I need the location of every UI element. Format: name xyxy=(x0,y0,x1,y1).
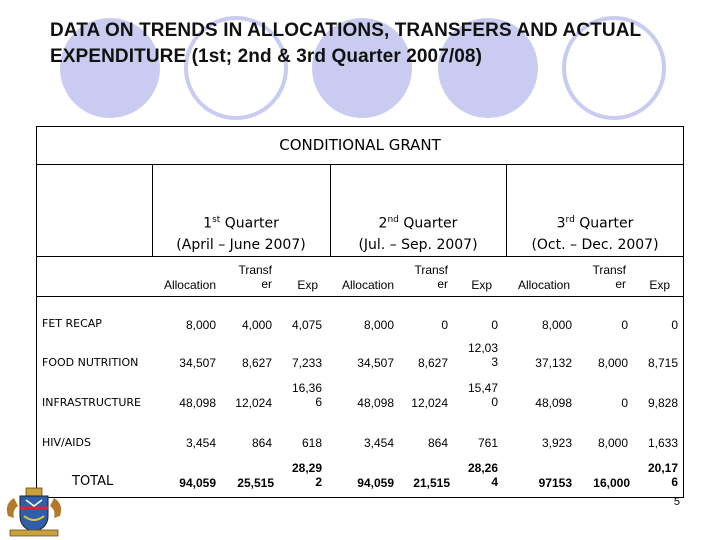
table-cell: 4,075 xyxy=(291,318,322,332)
col-header-allocation-q3: Allocation xyxy=(517,278,570,292)
table-cell: 8,000 xyxy=(541,318,572,332)
table-cell: 0 xyxy=(441,318,448,332)
table-cell: 48,098 xyxy=(179,396,216,410)
table-cell: 15,47 0 xyxy=(467,381,498,409)
row-label-fet-recap: FET RECAP xyxy=(42,317,102,330)
col-header-exp-q2: Exp xyxy=(471,278,492,292)
quarter-2-header: 2nd Quarter (Jul. – Sep. 2007) xyxy=(358,215,478,253)
col-header-exp-q1: Exp xyxy=(297,278,318,292)
crest-icon xyxy=(2,486,66,538)
table-cell: 37,132 xyxy=(535,356,572,370)
quarter-1-header: 1st Quarter (April – June 2007) xyxy=(176,215,306,253)
col-header-transfer-q3: Transf er xyxy=(592,263,626,291)
table-cell: 8,715 xyxy=(647,356,678,370)
col-header-transfer-q2: Transf er xyxy=(414,263,448,291)
col-header-exp-q3: Exp xyxy=(649,278,670,292)
header-divider xyxy=(36,296,684,297)
table-cell: 3,454 xyxy=(363,436,394,450)
table-cell: 8,000 xyxy=(185,318,216,332)
col-header-transfer-q1: Transf er xyxy=(238,263,272,291)
table-cell: 4,000 xyxy=(241,318,272,332)
table-cell-total: 97153 xyxy=(538,476,572,490)
table-cell: 16,36 6 xyxy=(291,381,322,409)
table-cell: 8,627 xyxy=(417,356,448,370)
row-label-infrastructure: INFRASTRUCTURE xyxy=(42,396,141,409)
table-cell: 618 xyxy=(301,436,322,450)
table-cell: 9,828 xyxy=(647,396,678,410)
table-cell: 3,923 xyxy=(541,436,572,450)
table-cell: 34,507 xyxy=(357,356,394,370)
quarter-3-header: 3rd Quarter (Oct. – Dec. 2007) xyxy=(531,215,659,253)
table-cell: 761 xyxy=(477,436,498,450)
table-cell-total: 21,515 xyxy=(413,476,450,490)
quarter-divider xyxy=(36,256,684,257)
table-cell-total: 25,515 xyxy=(237,476,274,490)
table-cell: 0 xyxy=(621,318,628,332)
table-cell: 12,024 xyxy=(411,396,448,410)
table-cell: 34,507 xyxy=(179,356,216,370)
table-cell-total: 20,17 6 xyxy=(647,461,678,489)
table-title: CONDITIONAL GRANT xyxy=(279,136,441,154)
table-cell: 8,000 xyxy=(363,318,394,332)
table-cell: 12,024 xyxy=(235,396,272,410)
table-cell: 8,000 xyxy=(597,356,628,370)
row-label-total: TOTAL xyxy=(72,474,114,489)
table-cell: 0 xyxy=(491,318,498,332)
row-label-food-nutrition: FOOD NUTRITION xyxy=(42,356,139,369)
table-cell: 1,633 xyxy=(647,436,678,450)
table-cell-total: 94,059 xyxy=(179,476,216,490)
table-cell-total: 94,059 xyxy=(357,476,394,490)
title-divider xyxy=(36,164,684,165)
col-header-allocation-q2: Allocation xyxy=(341,278,394,292)
table-cell: 7,233 xyxy=(291,356,322,370)
table-cell: 8,627 xyxy=(241,356,272,370)
table-cell: 8,000 xyxy=(597,436,628,450)
table-cell: 48,098 xyxy=(535,396,572,410)
table-cell-total: 16,000 xyxy=(593,476,630,490)
col-header-allocation-q1: Allocation xyxy=(163,278,216,292)
table-cell: 48,098 xyxy=(357,396,394,410)
table-cell: 864 xyxy=(251,436,272,450)
row-label-hiv-aids: HIV/AIDS xyxy=(42,436,91,449)
table-cell: 864 xyxy=(427,436,448,450)
table-cell: 12,03 3 xyxy=(467,341,498,369)
table-cell: 0 xyxy=(671,318,678,332)
slide-title: DATA ON TRENDS IN ALLOCATIONS, TRANSFERS AND ACTUAL EXPENDITURE (1st; 2nd & 3rd Quarter 2007/08) xyxy=(50,20,641,67)
table-cell: 3,454 xyxy=(185,436,216,450)
page-number: 5 xyxy=(673,496,680,508)
table-cell-total: 28,29 2 xyxy=(291,461,322,489)
table-cell-total: 28,26 4 xyxy=(467,461,498,489)
table-cell: 0 xyxy=(621,396,628,410)
